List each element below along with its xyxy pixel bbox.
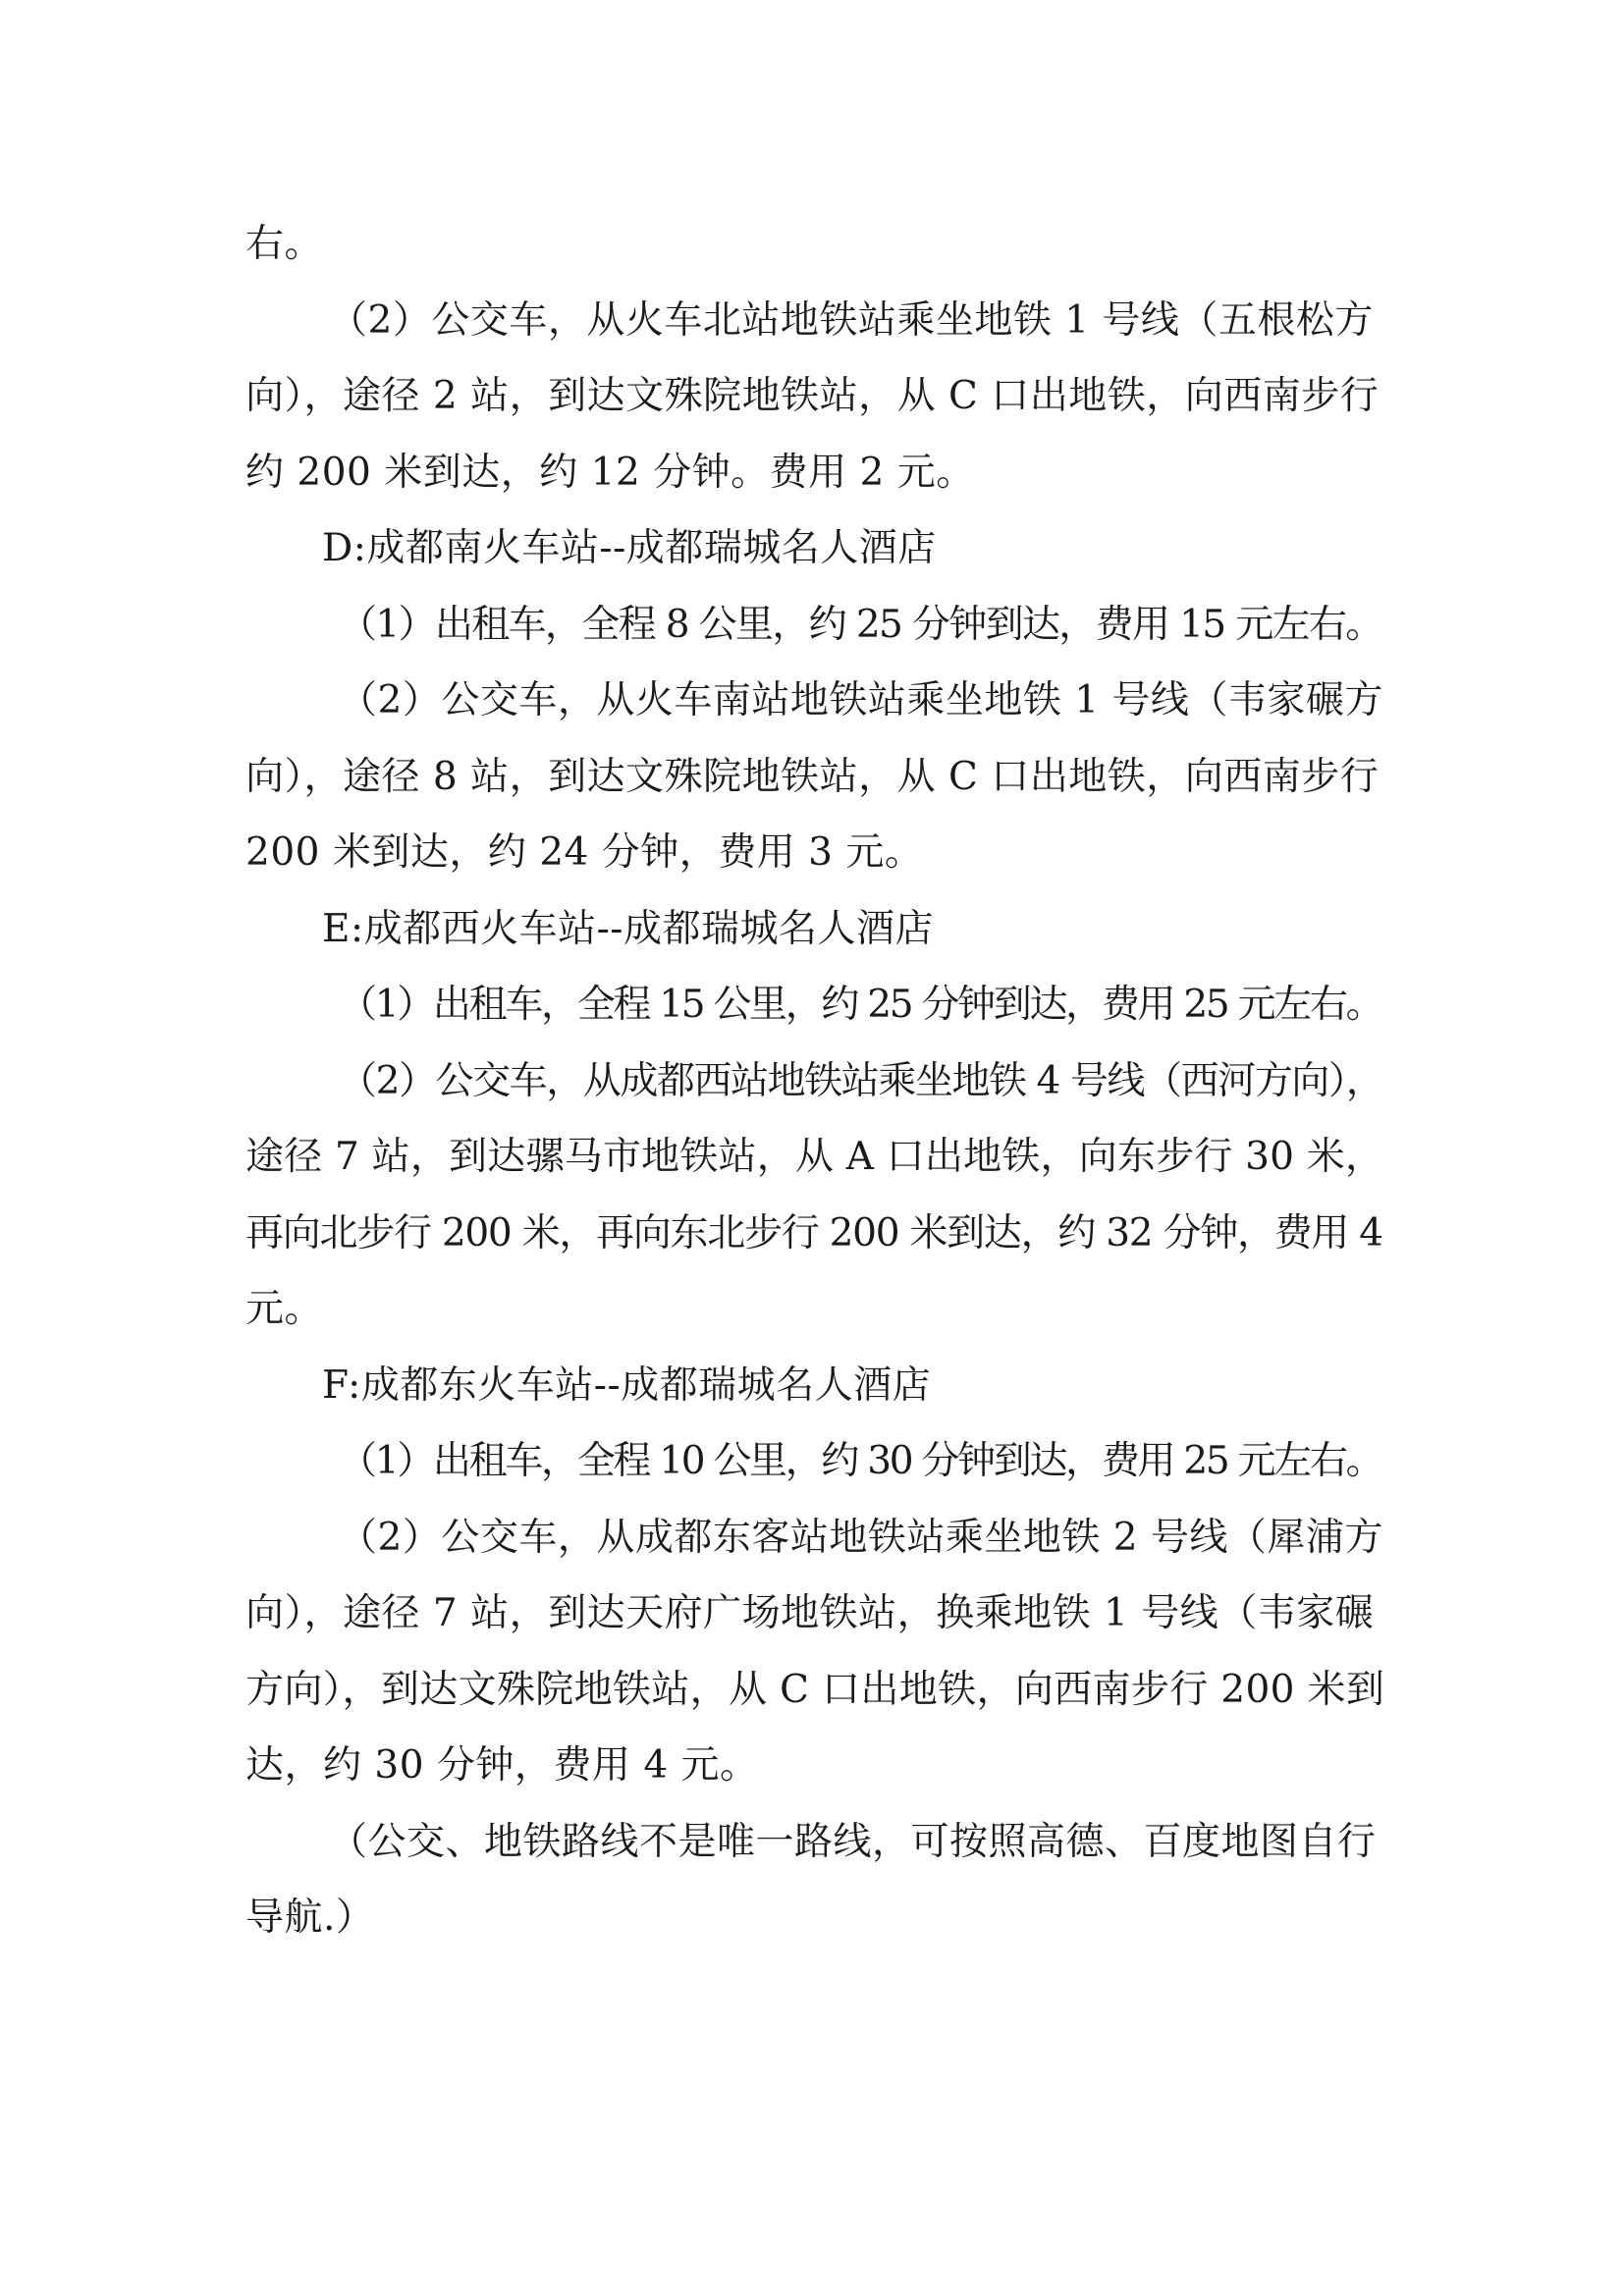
- text-line: 达，约 30 分钟，费用 4 元。: [245, 1743, 759, 1788]
- note-line: （公交、地铁路线不是唯一路线，可按照高德、百度地图自行: [329, 1820, 1377, 1864]
- text-line: 向），途径 2 站，到达文殊院地铁站，从 C 口出地铁，向西南步行: [245, 374, 1380, 418]
- text-line: 向），途径 8 站，到达文殊院地铁站，从 C 口出地铁，向西南步行: [245, 755, 1380, 799]
- text-line: 再向北步行 200 米，再向东北步行 200 米到达，约 32 分钟，费用 4: [245, 1211, 1382, 1255]
- section-heading-d: D:成都南火车站--成都瑞城名人酒店: [322, 526, 937, 570]
- text-line: 约 200 米到达，约 12 分钟。费用 2 元。: [245, 451, 975, 495]
- section-heading-f: F:成都东火车站--成都瑞城名人酒店: [322, 1363, 932, 1408]
- text-line: 途径 7 站，到达骡马市地铁站，从 A 口出地铁，向东步行 30 米，: [245, 1135, 1384, 1179]
- text-line: （1）出租车，全程 10 公里，约 30 分钟到达，费用 25 元左右。: [339, 1439, 1382, 1483]
- text-line: （2）公交车，从成都东客站地铁站乘坐地铁 2 号线（犀浦方: [339, 1516, 1383, 1560]
- text-line: （2）公交车，从火车北站地铁站乘坐地铁 1 号线（五根松方: [329, 298, 1374, 343]
- section-heading-e: E:成都西火车站--成都瑞城名人酒店: [322, 907, 934, 951]
- text-line: （1）出租车，全程 8 公里，约 25 分钟到达，费用 15 元左右。: [339, 603, 1382, 647]
- text-line: （2）公交车，从成都西站地铁站乘坐地铁 4 号线（西河方向），: [339, 1059, 1383, 1103]
- text-line: 200 米到达，约 24 分钟，费用 3 元。: [245, 830, 924, 875]
- text-line: 方向），到达文殊院地铁站，从 C 口出地铁，向西南步行 200 米到: [245, 1668, 1385, 1712]
- note-line: 导航.）: [245, 1896, 375, 1940]
- text-line: 向），途径 7 站，到达天府广场地铁站，换乘地铁 1 号线（韦家碾: [245, 1591, 1375, 1635]
- text-line: 元。: [245, 1287, 324, 1331]
- text-line: （1）出租车，全程 15 公里，约 25 分钟到达，费用 25 元左右。: [339, 983, 1382, 1027]
- text-line: （2）公交车，从火车南站地铁站乘坐地铁 1 号线（韦家碾方: [339, 678, 1383, 722]
- text-line: 右。: [245, 222, 324, 266]
